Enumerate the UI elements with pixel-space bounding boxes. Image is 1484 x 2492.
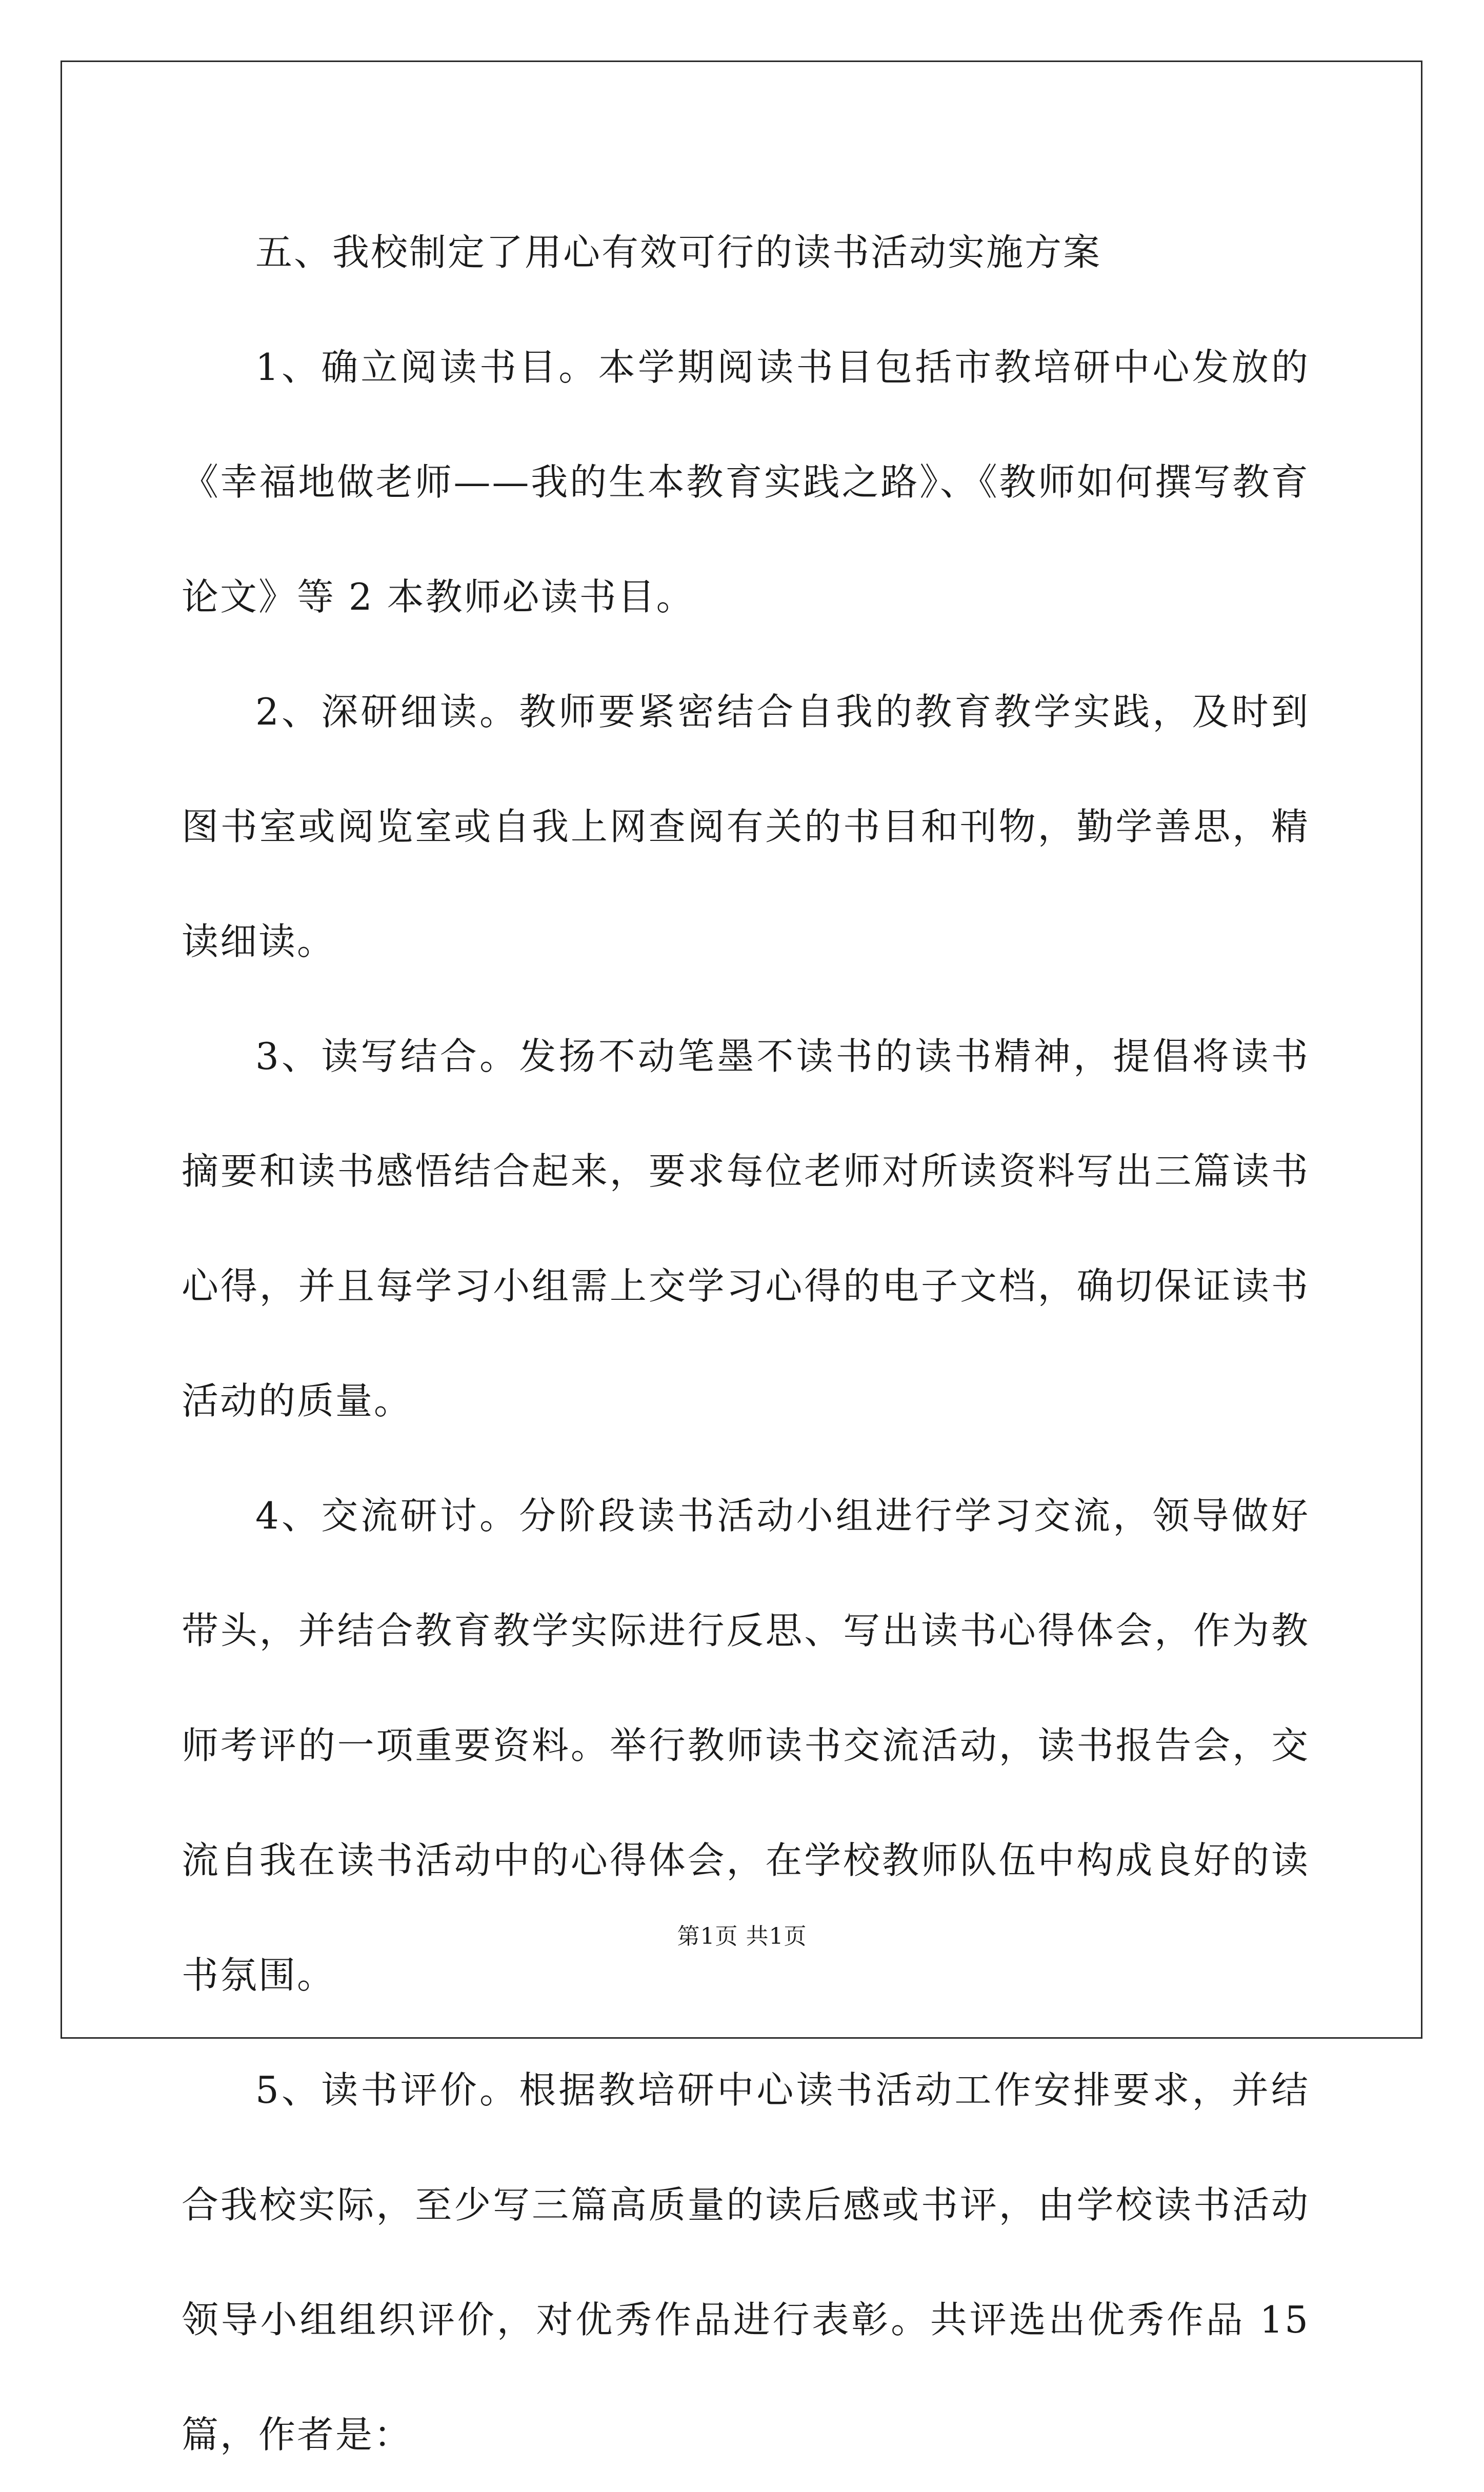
paragraph-1: 1、确立阅读书目。本学期阅读书目包括市教培研中心发放的《幸福地做老师——我的生本教育实践之路》、《教师如何撰写教育论文》等 2 本教师必读书目。: [182, 346, 1310, 618]
paragraph-5: 5、读书评价。根据教培研中心读书活动工作安排要求，并结合我校实际，至少写三篇高质量的读后感或书评，由学校读书活动领导小组组织评价，对优秀作品进行表彰。共评选出优秀作品 15 篇，作者是：: [182, 2068, 1323, 2456]
paragraph-2: 2、深研细读。教师要紧密结合自我的教育教学实践，及时到图书室或阅览室或自我上网查阅有关的书目和刊物，勤学善思，精读细读。: [182, 690, 1310, 963]
document-body: [182, 195, 1323, 2492]
section-heading: 五、我校制定了用心有效可行的读书活动实施方案: [255, 231, 1102, 274]
paragraph-4: 4、交流研讨。分阶段读书活动小组进行学习交流，领导做好带头，并结合教育教学实际进行反思、写出读书心得体会，作为教师考评的一项重要资料。举行教师读书交流活动，读书报告会，交流自我在读书活动中的心得体会，在学校教师队伍中构成良好的读书氛围。: [182, 1494, 1310, 1997]
page-number-footer: 第1页 共1页: [677, 1923, 807, 1950]
paragraph-3: 3、读写结合。发扬不动笔墨不读书的读书精神，提倡将读书摘要和读书感悟结合起来，要求每位老师对所读资料写出三篇读书心得，并且每学习小组需上交学习心得的电子文档，确切保证读书活动的质量。: [182, 1035, 1310, 1422]
